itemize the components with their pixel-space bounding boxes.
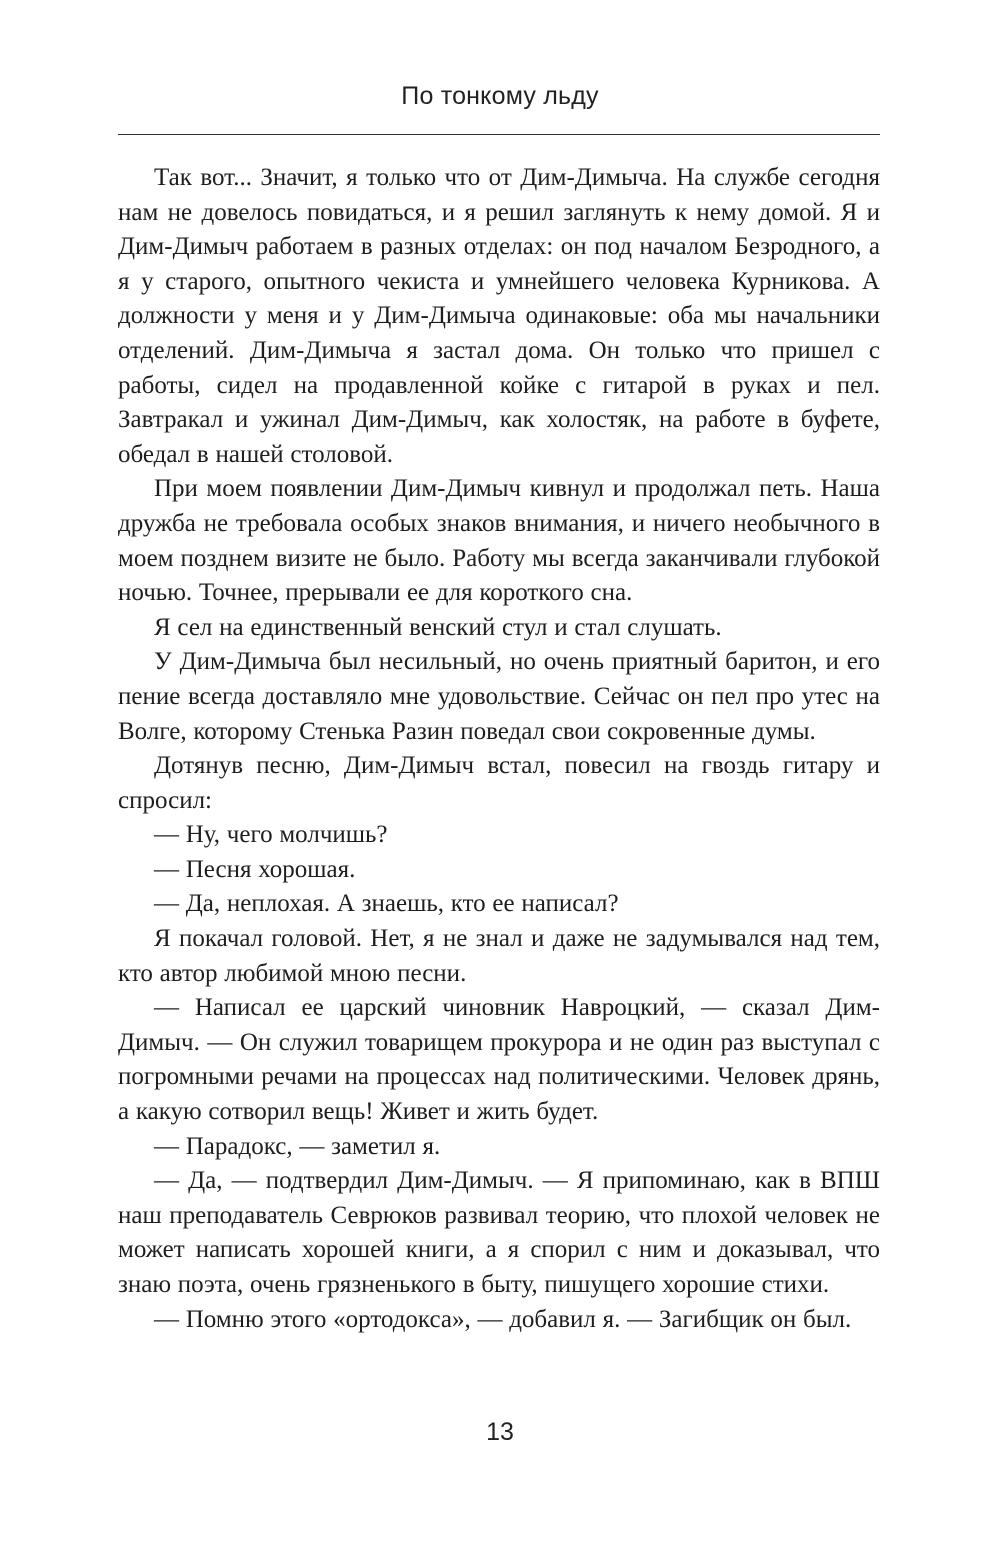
paragraph: У Дим-Димыча был несильный, но очень приятный баритон, и его пение всегда доставляло мне удовольствие. Сейчас он пел про утес на Волге, которому Стенька Разин поведал свои сокровенные думы. xyxy=(118,648,880,745)
paragraph: Я покачал головой. Нет, я не знал и даже не задумывался над тем, кто автор любимой мною песни. xyxy=(118,925,880,987)
header-rule xyxy=(118,134,880,135)
page-number: 13 xyxy=(486,1418,514,1446)
dialogue-line: — Парадокс, — заметил я. xyxy=(154,1132,441,1160)
dialogue-line: — Песня хорошая. xyxy=(154,855,356,883)
paragraph: Я сел на единственный венский стул и стал слушать. xyxy=(154,613,722,641)
dialogue-line: — Помню этого «ортодокса», — добавил я. — Загибщик он был. xyxy=(154,1305,852,1333)
paragraph: Так вот... Значит, я только что от Дим-Димыча. На службе сегодня нам не довелось повидаться, и я решил заглянуть к нему домой. Я и Дим-Димыч работаем в разных отделах: он под началом Безродного, а я у старого, опытного чекиста и умнейшего человека Курникова. А должности у меня и у Дим-Димыча одинаковые: оба мы начальники отделений. Дим-Димыча я застал дома. Он только что пришел с работы, сидел на продавленной койке с гитарой в руках и пел. Завтракал и ужинал Дим-Димыч, как холостяк, на работе в буфете, обедал в нашей столовой. xyxy=(118,164,880,468)
dialogue-line: — Да, — подтвердил Дим-Димыч. — Я припоминаю, как в ВПШ наш преподаватель Севрюков развивал теорию, что плохой человек не может написать хорошей книги, а я спорил с ним и доказывал, что знаю поэта, очень грязненького в быту, пишущего хорошие стихи. xyxy=(118,1167,880,1298)
dialogue-line: — Написал ее царский чиновник Навроцкий, — сказал Дим-Димыч. — Он служил товарищем прокурора и не один раз выступал с погромными речами на процессах над политическими. Человек дрянь, а какую сотворил вещь! Живет и жить будет. xyxy=(118,994,880,1126)
body-text xyxy=(118,161,880,1337)
paragraph: При моем появлении Дим-Димыч кивнул и продолжал петь. Наша дружба не требовала особых знаков внимания, и ничего необычного в моем позднем визите не было. Работу мы всегда заканчивали глубокой ночью. Точнее, прерывали ее для короткого сна. xyxy=(118,475,880,607)
paragraph: Дотянув песню, Дим-Димыч встал, повесил на гвоздь гитару и спросил: xyxy=(118,752,880,814)
running-head: По тонкому льду xyxy=(401,82,599,110)
dialogue-line: — Да, неплохая. А знаешь, кто ее написал? xyxy=(154,890,619,918)
dialogue-line: — Ну, чего молчишь? xyxy=(154,821,388,849)
